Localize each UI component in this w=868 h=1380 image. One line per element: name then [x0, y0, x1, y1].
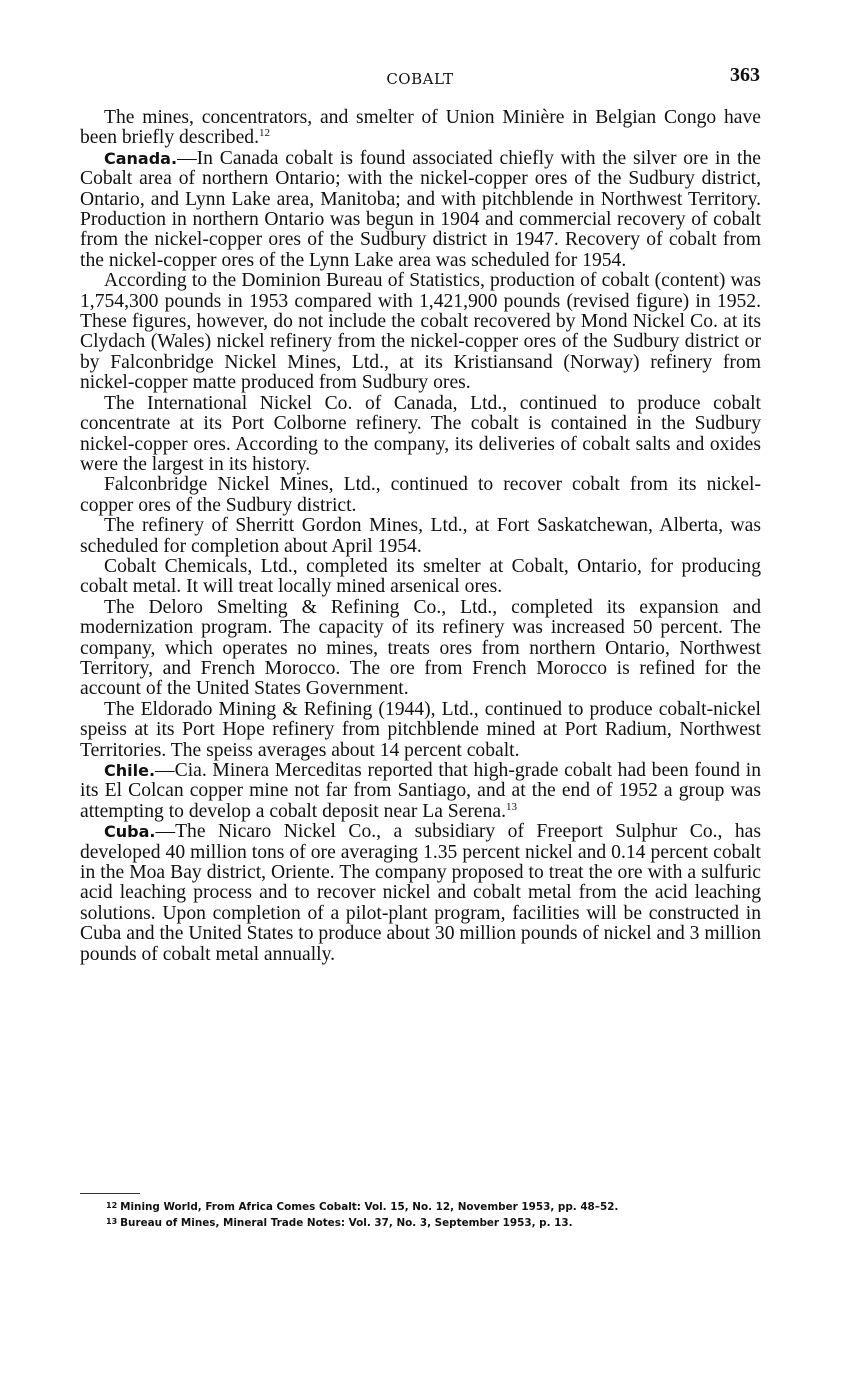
footnote-text: Mining World, From Africa Comes Cobalt: Vol. 15, No. 12, November 1953, pp. 48–52. — [120, 1201, 619, 1213]
paragraph-chile — [80, 761, 761, 822]
paragraph-eldorado — [80, 700, 761, 761]
paragraph-text: —In Canada cobalt is found associated chiefly with the silver ore in the Cobalt area of northern Ontario; with the nickel-copper ores of the Sudbury district, Ontario, and Lynn Lake area, Manitoba; and with pitchblende in Northwest Territory. Production in northern Ontario was begun in 1904 and commercial recovery of cobalt from the nickel-copper ores of the Sudbury district in 1947. Recovery of cobalt from the nickel-copper ores of the Lynn Lake area was scheduled for 1954. — [80, 147, 761, 271]
footnote-mark: 12 — [106, 1201, 118, 1210]
paragraph-cobalt-chemicals — [80, 557, 761, 598]
running-head: COBALT — [386, 70, 454, 88]
footnote-mark: 13 — [106, 1216, 118, 1226]
paragraph-dominion-bureau — [80, 271, 761, 393]
section-heading-cuba: Cuba. — [104, 822, 156, 842]
footnote-divider — [80, 1193, 140, 1194]
paragraph-text: The Eldorado Mining & Refining (1944), Ltd., continued to produce cobalt-nickel speiss at its Port Hope refinery from pitchblende mined at Port Radium, Northwest Territories. The speiss averages about 14 percent cobalt. — [80, 698, 761, 761]
paragraph-text: —Cia. Minera Merceditas reported that high-grade cobalt had been found in its El Colcan copper mine not far from Santiago, and at the end of 1952 a group was attempting to develop a cobalt deposit near La Serena. — [80, 760, 761, 822]
section-heading-canada: Canada. — [104, 148, 178, 168]
paragraph-text: The Deloro Smelting & Refining Co., Ltd., completed its expansion and modernization program. The capacity of its refinery was increased 50 percent. The company, which operates no mines, treats ores from northern Ontario, Northwest Territory, and French Morocco. The ore from French Morocco is refined for the account of the United States Government. — [80, 596, 761, 700]
paragraph-text: Falconbridge Nickel Mines, Ltd., continued to recover cobalt from its nickel-copper ores of the Sudbury district. — [80, 474, 761, 516]
paragraph-belgian-congo — [80, 108, 761, 149]
footnote-ref-12: 12 — [258, 127, 270, 140]
paragraph-canada — [80, 149, 761, 271]
paragraph-text: According to the Dominion Bureau of Statistics, production of cobalt (content) was 1,754,300 pounds in 1953 compared with 1,421,900 pounds (revised figure) in 1952. These figures, however, do not include the cobalt recovered by Mond Nickel Co. at its Clydach (Wales) nickel refinery from the nickel-copper ores of the Sudbury district or by Falconbridge Nickel Mines, Ltd., at its Kristiansand (Norway) refinery from nickel-copper matte produced from Sudbury ores. — [80, 270, 761, 394]
paragraph-text: The International Nickel Co. of Canada, Ltd., continued to produce cobalt concentrate at its Port Colborne refinery. The cobalt is contained in the Sudbury nickel-copper ores. According to the company, its deliveries of cobalt salts and oxides were the largest in its history. — [80, 392, 761, 475]
body-text — [80, 108, 761, 965]
paragraph-text: The refinery of Sherritt Gordon Mines, Ltd., at Fort Saskatchewan, Alberta, was scheduled for completion about April 1954. — [80, 515, 761, 557]
footnotes — [80, 1199, 761, 1230]
paragraph-deloro — [80, 598, 761, 700]
paragraph-falconbridge — [80, 475, 761, 516]
paragraph-cuba — [80, 822, 761, 965]
footnote-text: Bureau of Mines, Mineral Trade Notes: Vol. 37, No. 3, September 1953, p. 13. — [120, 1216, 573, 1229]
page-header — [80, 64, 760, 92]
footnote-12 — [80, 1199, 761, 1215]
footnote-ref-13: 13 — [506, 800, 518, 813]
page-number: 363 — [730, 64, 760, 86]
paragraph-text: The mines, concentrators, and smelter of Union Minière in Belgian Congo have been briefly described. — [80, 107, 761, 149]
paragraph-text: —The Nicaro Nickel Co., a subsidiary of Freeport Sulphur Co., has developed 40 million tons of ore averaging 1.35 percent nickel and 0.14 percent cobalt in the Moa Bay district, Oriente. The company proposed to treat the ore with a sulfuric acid leaching process and to recover nickel and cobalt metal from the acid leaching solutions. Upon completion of a pilot-plant program, facilities will be constructed in Cuba and the United States to produce about 30 million pounds of nickel and 3 million pounds of cobalt metal annually. — [80, 821, 761, 965]
footnote-13 — [80, 1215, 761, 1231]
section-heading-chile: Chile. — [104, 761, 156, 780]
paragraph-international-nickel — [80, 394, 761, 476]
paragraph-sherritt-gordon — [80, 516, 761, 557]
paragraph-text: Cobalt Chemicals, Ltd., completed its smelter at Cobalt, Ontario, for producing cobalt metal. It will treat locally mined arsenical ores. — [80, 555, 761, 598]
